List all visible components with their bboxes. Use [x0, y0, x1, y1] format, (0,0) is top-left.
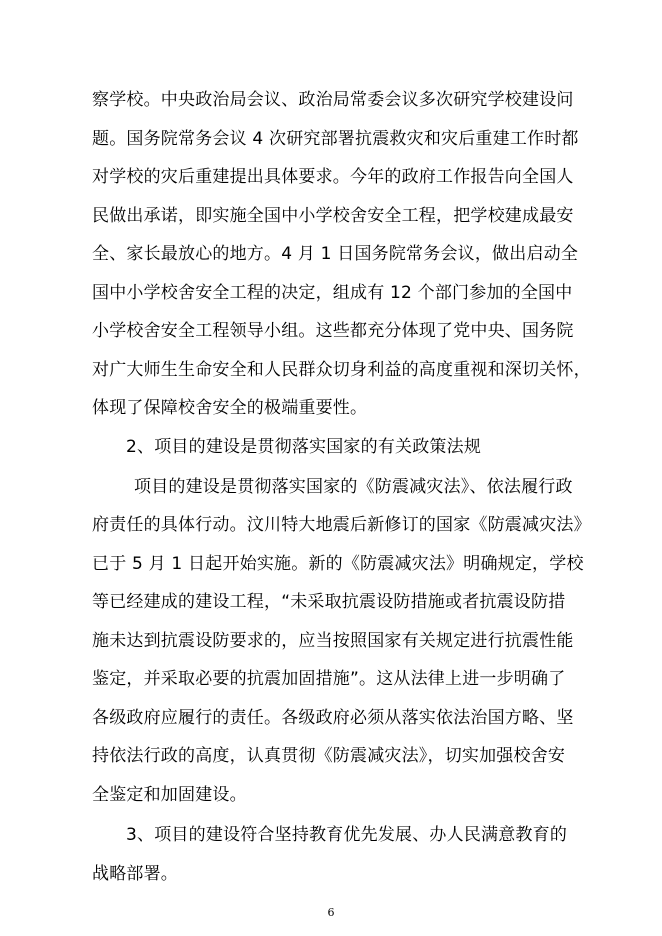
section-heading-3-line-1: 3、项目的建设符合坚持教育优先发展、办人民满意教育的 — [126, 825, 568, 845]
paragraph-2-line-3: 已于 5 月 1 日起开始实施。新的《防震减灾法》明确规定，学校 — [92, 554, 584, 574]
page-number: 6 — [327, 906, 335, 919]
paragraph-1-line-7: 小学校舍安全工程领导小组。这些都充分体现了党中央、国务院 — [92, 321, 574, 341]
paragraph-2-line-1: 项目的建设是贯彻落实国家的《防震减灾法》、依法履行政 — [134, 477, 573, 497]
paragraph-1-line-5: 全、家长最放心的地方。4 月 1 日国务院常务会议，做出启动全 — [92, 244, 579, 264]
paragraph-2-line-5: 施未达到抗震设防要求的，应当按照国家有关规定进行抗震性能 — [92, 631, 574, 651]
paragraph-2-line-4: 等已经建成的建设工程，“未采取抗震设防措施或者抗震设防措 — [92, 592, 566, 612]
paragraph-2-line-2: 府责任的具体行动。汶川特大地震后新修订的国家《防震减灾法》 — [92, 515, 591, 535]
paragraph-2-line-8: 持依法行政的高度，认真贯彻《防震减灾法》，切实加强校舍安 — [92, 746, 566, 766]
paragraph-1-line-9: 体现了保障校舍安全的极端重要性。 — [92, 398, 368, 418]
paragraph-1-line-3: 对学校的灾后重建提出具体要求。今年的政府工作报告向全国人 — [92, 167, 574, 187]
paragraph-2-line-7: 各级政府应履行的责任。各级政府必须从落实依法治国方略、坚 — [92, 708, 574, 728]
paragraph-1-line-1: 察学校。中央政治局会议、政治局常委会议多次研究学校建设问 — [92, 90, 574, 110]
paragraph-1-line-8: 对广大师生生命安全和人民群众切身利益的高度重视和深切关怀， — [92, 360, 591, 380]
section-heading-3-line-2: 战略部署。 — [92, 864, 178, 884]
section-heading-2: 2、项目的建设是贯彻落实国家的有关政策法规 — [126, 437, 482, 457]
paragraph-1-line-2: 题。国务院常务会议 4 次研究部署抗震救灾和灾后重建工作时都 — [92, 129, 579, 149]
paragraph-2-line-9: 全鉴定和加固建设。 — [92, 785, 247, 805]
paragraph-1-line-6: 国中小学校舍安全工程的决定，组成有 12 个部门参加的全国中 — [92, 283, 573, 303]
paragraph-1-line-4: 民做出承诺，即实施全国中小学校舍安全工程，把学校建成最安 — [92, 206, 574, 226]
paragraph-2-line-6: 鉴定，并采取必要的抗震加固措施”。这从法律上进一步明确了 — [92, 669, 566, 689]
